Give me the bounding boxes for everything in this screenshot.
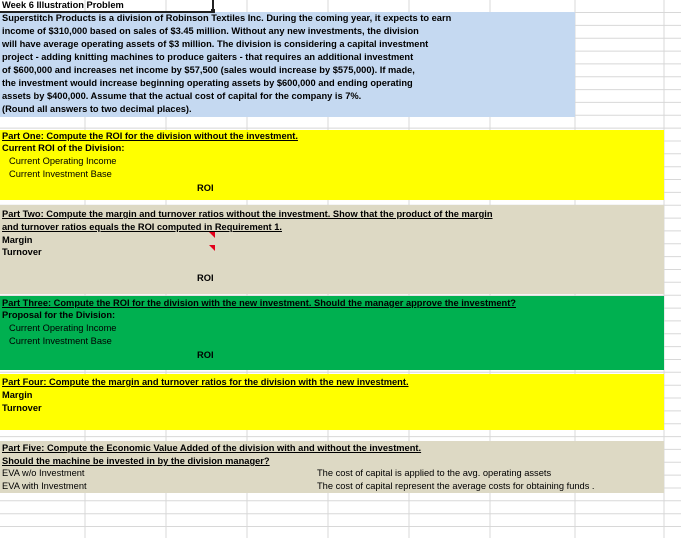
sheet-title[interactable]: Week 6 Illustration Problem bbox=[2, 0, 124, 10]
part4-heading: Part Four: Compute the margin and turnover ratios for the division with the new investment. bbox=[2, 377, 409, 387]
part5-note: The cost of capital represent the average costs for obtaining funds . bbox=[317, 481, 595, 491]
intro-line: Superstitch Products is a division of Robinson Textiles Inc. During the coming year, it expects to earn bbox=[2, 13, 452, 23]
part2-roi-label: ROI bbox=[197, 273, 214, 283]
part3-roi-label: ROI bbox=[197, 350, 214, 360]
part5-heading: Should the machine be invested in by the division manager? bbox=[2, 456, 270, 466]
part1-investment-base-label: Current Investment Base bbox=[9, 169, 112, 179]
intro-line: project - adding knitting machines to produce gaiters - that requires an additional investment bbox=[2, 52, 414, 62]
part5-note: The cost of capital is applied to the avg. operating assets bbox=[317, 468, 552, 478]
part5-eva-without-label: EVA w/o Investment bbox=[2, 468, 85, 478]
intro-line: of $600,000 and increases net income by $57,500 (sales would increase by $575,000). If made, bbox=[2, 65, 415, 75]
part2-heading: and turnover ratios equals the ROI computed in Requirement 1. bbox=[2, 222, 282, 232]
intro-line: will have average operating assets of $3 million. The division is considering a capital investment bbox=[2, 39, 429, 49]
part3-heading: Part Three: Compute the ROI for the division with the new investment. Should the manager approve the investment? bbox=[2, 298, 516, 308]
part5-eva-with-label: EVA with Investment bbox=[2, 481, 87, 491]
part2-heading: Part Two: Compute the margin and turnover ratios without the investment. Show that the product of the margin bbox=[2, 209, 493, 219]
part2-margin-label: Margin bbox=[2, 235, 33, 245]
part1-operating-income-label: Current Operating Income bbox=[9, 156, 117, 166]
comment-indicator-icon[interactable] bbox=[209, 245, 215, 251]
part3-operating-income-label: Current Operating Income bbox=[9, 323, 117, 333]
part3-subheading: Proposal for the Division: bbox=[2, 310, 116, 320]
part4-turnover-label: Turnover bbox=[2, 403, 42, 413]
intro-line: assets by $400,000. Assume that the actual cost of capital for the company is 7%. bbox=[2, 91, 362, 101]
part1-subheading: Current ROI of the Division: bbox=[2, 143, 125, 153]
part3-investment-base-label: Current Investment Base bbox=[9, 336, 112, 346]
part5-heading: Part Five: Compute the Economic Value Added of the division with and without the investment. bbox=[2, 443, 422, 453]
part1-roi-label: ROI bbox=[197, 183, 214, 193]
part1-heading: Part One: Compute the ROI for the division without the investment. bbox=[2, 131, 298, 141]
intro-line: the investment would increase beginning operating assets by $600,000 and ending operating bbox=[2, 78, 413, 88]
part2-turnover-label: Turnover bbox=[2, 247, 42, 257]
part4-margin-label: Margin bbox=[2, 390, 33, 400]
intro-line: income of $310,000 based on sales of $3.45 million. Without any new investments, the division bbox=[2, 26, 419, 36]
part2-roi-cell-block[interactable] bbox=[0, 268, 664, 294]
intro-line: (Round all answers to two decimal places). bbox=[2, 104, 192, 114]
comment-indicator-icon[interactable] bbox=[209, 232, 215, 238]
